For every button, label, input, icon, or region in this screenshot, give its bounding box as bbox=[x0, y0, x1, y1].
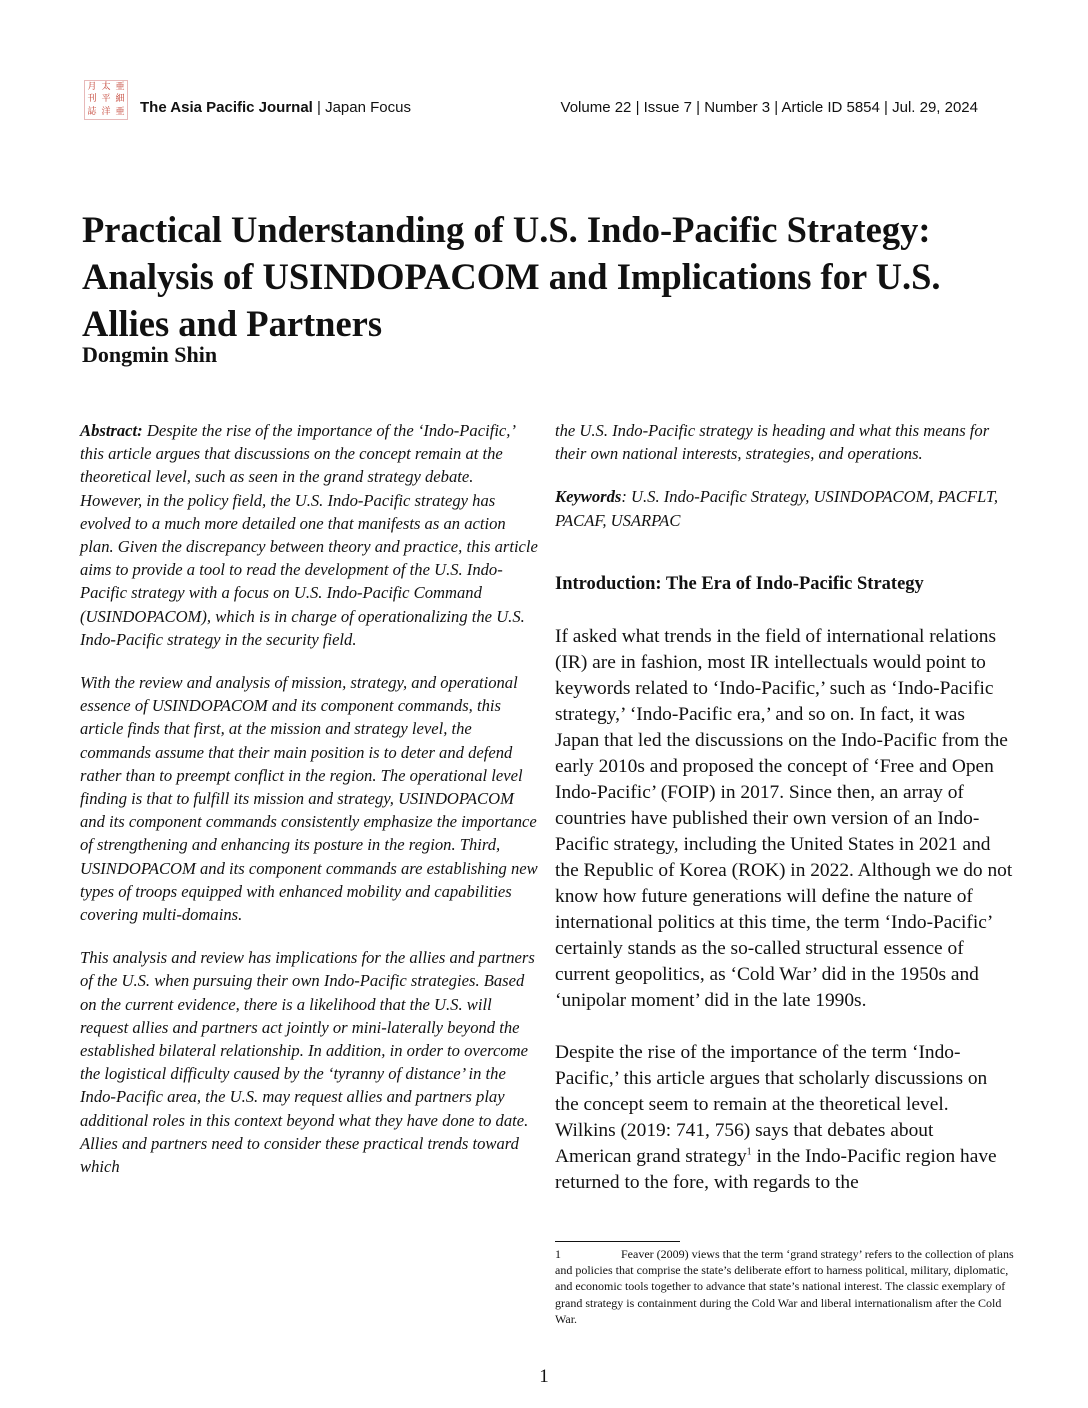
page-number: 1 bbox=[539, 1366, 549, 1387]
intro-paragraph-2-text-b: in the Indo-Pacific region have returned to the fore, with regards to the bbox=[555, 1145, 997, 1193]
journal-separator: | bbox=[312, 99, 326, 116]
keywords-label: Keywords bbox=[555, 487, 622, 507]
article-author: Dongmin Shin bbox=[82, 342, 218, 367]
abstract-paragraph-3: This analysis and review has implications for the allies and partners of the U.S. when pursuing their own Indo-Pacific strategies. Based on the current evidence, there is a likelihood that the U.S. will request allies and partners act jointly or mini-laterally beyond the established bilateral relationship. In addition, in order to overcome the logistical difficulty caused by the ‘tyranny of distance’ in the Indo-Pacific area, the U.S. may request allies and partners play additional roles in this context beyond what they have done to date. Allies and partners need to consider these practical trends toward which bbox=[80, 948, 535, 1177]
intro-paragraph-1: If asked what trends in the field of international relations (IR) are in fashion, most IR intellectuals would point to keywords related to ‘Indo-Pacific,’ such as ‘Indo-Pacific strategy,’ ‘Indo-Pacific era,’ and so on. In fact, it was Japan that led the discussions on the Indo-Pacific from the early 2010s and proposed the concept of ‘Free and Open Indo-Pacific’ (FOIP) in 2017. Since then, an array of countries have published their own version of an Indo-Pacific strategy, including the United States in 2021 and the Republic of Korea (ROK) in 2022. Although we do not know how future generations will define the nature of international politics at this time, the term ‘Indo-Pacific’ certainly stands as the so-called structural essence of current geopolitics, as ‘Cold War’ did in the 1950s and ‘unipolar moment’ did in the late 1990s. bbox=[555, 625, 1013, 1011]
logo-char: 月 bbox=[87, 81, 97, 92]
footnote-number: 1 bbox=[555, 1247, 561, 1261]
article-meta: Volume 22 | Issue 7 | Number 3 | Article ID 5854 | Jul. 29, 2024 bbox=[560, 99, 978, 116]
logo-char: 誌 bbox=[87, 107, 97, 118]
section-heading: Introduction: The Era of Indo-Pacific Strategy bbox=[555, 573, 924, 594]
left-column bbox=[80, 419, 538, 1178]
abstract bbox=[80, 419, 538, 1178]
journal-title bbox=[140, 99, 411, 116]
abstract-label: Abstract: bbox=[80, 421, 143, 440]
logo-char: 刊 bbox=[87, 94, 97, 105]
intro-paragraph-2-text-a: Despite the rise of the importance of the term ‘Indo-Pacific,’ this article argues that scholarly discussions on the concept seem to remain at the theoretical level. Wilkins (2019: 741, 756) says that debates about American grand strategy bbox=[555, 1041, 988, 1167]
abstract-paragraph-1 bbox=[80, 419, 538, 651]
keywords-text: : U.S. Indo-Pacific Strategy, USINDOPACOM, PACFLT, PACAF, USARPAC bbox=[555, 487, 999, 530]
footnote-reference[interactable]: 1 bbox=[746, 1146, 752, 1158]
journal-subtitle: Japan Focus bbox=[325, 99, 411, 116]
abstract-text-1: Despite the rise of the importance of the ‘Indo-Pacific,’ this article argues that discussions on the concept remain at the theoretical level, such as seen in the grand strategy debate. However, in the policy field, the U.S. Indo-Pacific strategy has evolved to a much more detailed one that manifests as an action plan. Given the discrepancy between theory and practice, this article aims to provide a tool to read the development of the U.S. Indo-Pacific strategy with a focus on U.S. Indo-Pacific Command (USINDOPACOM), which is in charge of operationalizing the U.S. Indo-Pacific strategy in the security field. bbox=[80, 421, 538, 649]
footnote bbox=[555, 1246, 1015, 1327]
logo-char: 洋 bbox=[101, 107, 111, 118]
right-column bbox=[555, 419, 1013, 1196]
footnote-text: Feaver (2009) views that the term ‘grand strategy’ refers to the collection of plans and policies that comprise the state’s deliberate effort to harness political, military, diplomatic, and economic tools together to advance that state’s national interest. The classic exemplary of grand strategy is containment during the Cold War and liberal internationalism after the Cold War. bbox=[555, 1247, 1014, 1326]
intro-paragraph-2 bbox=[555, 1040, 1013, 1196]
journal-name: The Asia Pacific Journal bbox=[140, 99, 313, 116]
keywords bbox=[555, 485, 1013, 531]
journal-logo bbox=[84, 80, 128, 120]
abstract-paragraph-2: With the review and analysis of mission, strategy, and operational essence of USINDOPACOM and its component commands, this article finds that first, at the mission and strategy level, the commands assume that their main position is to deter and defend rather than to preempt conflict in the region. The operational level finding is that to fulfill its mission and strategy, USINDOPACOM and its component commands consistently emphasize the importance of strengthening and enhancing its posture in the region. Third, USINDOPACOM and its component commands are establishing new types of troops equipped with enhanced mobility and capabilities covering multi-domains. bbox=[80, 673, 538, 925]
logo-char: 亜 bbox=[115, 107, 125, 118]
logo-char: 太 bbox=[101, 81, 111, 92]
page-header bbox=[84, 80, 978, 124]
footnote-divider bbox=[555, 1241, 680, 1242]
logo-char: 亜 bbox=[115, 81, 125, 92]
abstract-continued bbox=[555, 419, 1013, 465]
abstract-paragraph-3-continued: the U.S. Indo-Pacific strategy is heading and what this means for their own national interests, strategies, and operations. bbox=[555, 421, 990, 464]
logo-char: 平 bbox=[101, 94, 111, 105]
article-title: Practical Understanding of U.S. Indo-Pacific Strategy: Analysis of USINDOPACOM and Implications for U.S. Allies and Partners bbox=[82, 209, 941, 344]
logo-char: 細 bbox=[115, 94, 125, 105]
